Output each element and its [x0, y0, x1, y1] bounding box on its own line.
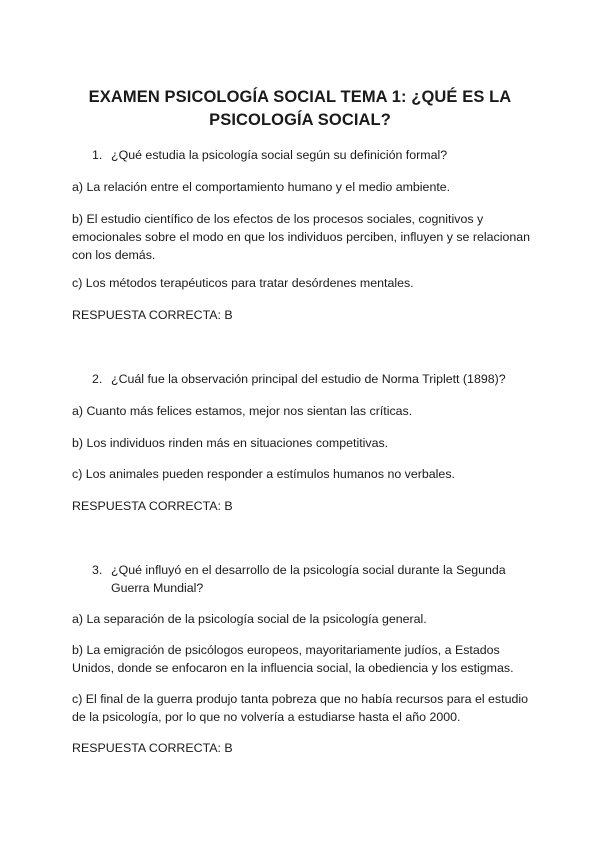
option-c: c) Los métodos terapéuticos para tratar desórdenes mentales.	[72, 276, 414, 290]
option-c: c) Los animales pueden responder a estímulos humanos no verbales.	[72, 467, 455, 481]
option-b: b) La emigración de psicólogos europeos, mayoritariamente judíos, a Estados Unidos, donde se enfocaron en la influencia social, la obediencia y los estigmas.	[72, 643, 514, 675]
question-3	[92, 561, 532, 597]
page-title: EXAMEN PSICOLOGÍA SOCIAL TEMA 1: ¿QUÉ ES LA PSICOLOGÍA SOCIAL?	[88, 88, 512, 129]
question-number: 2.	[92, 372, 103, 386]
question-number: 1.	[92, 148, 103, 162]
option-c: c) El final de la guerra produjo tanta pobreza que no había recursos para el estudio de la psicología, por lo que no volvería a estudiarse hasta el año 2000.	[72, 692, 528, 724]
option-b: b) El estudio científico de los efectos de los procesos sociales, cognitivos y emocionales sobre el modo en que los individuos perciben, influyen y se relacionan con los demás.	[72, 212, 531, 262]
correct-answer: RESPUESTA CORRECTA: B	[72, 308, 233, 322]
option-a: a) La relación entre el comportamiento humano y el medio ambiente.	[72, 180, 451, 194]
question-1	[92, 146, 532, 164]
question-text: ¿Qué influyó en el desarrollo de la psicología social durante la Segunda Guerra Mundial?	[111, 563, 506, 595]
option-a: a) La separación de la psicología social de la psicología general.	[72, 612, 427, 626]
correct-answer: RESPUESTA CORRECTA: B	[72, 741, 233, 755]
question-text: ¿Cuál fue la observación principal del estudio de Norma Triplett (1898)?	[111, 372, 506, 386]
question-text: ¿Qué estudia la psicología social según su definición formal?	[111, 148, 448, 162]
question-number: 3.	[92, 563, 103, 577]
question-2	[92, 370, 532, 388]
correct-answer: RESPUESTA CORRECTA: B	[72, 499, 233, 513]
option-a: a) Cuanto más felices estamos, mejor nos sientan las críticas.	[72, 404, 413, 418]
option-b: b) Los individuos rinden más en situaciones competitivas.	[72, 436, 389, 450]
